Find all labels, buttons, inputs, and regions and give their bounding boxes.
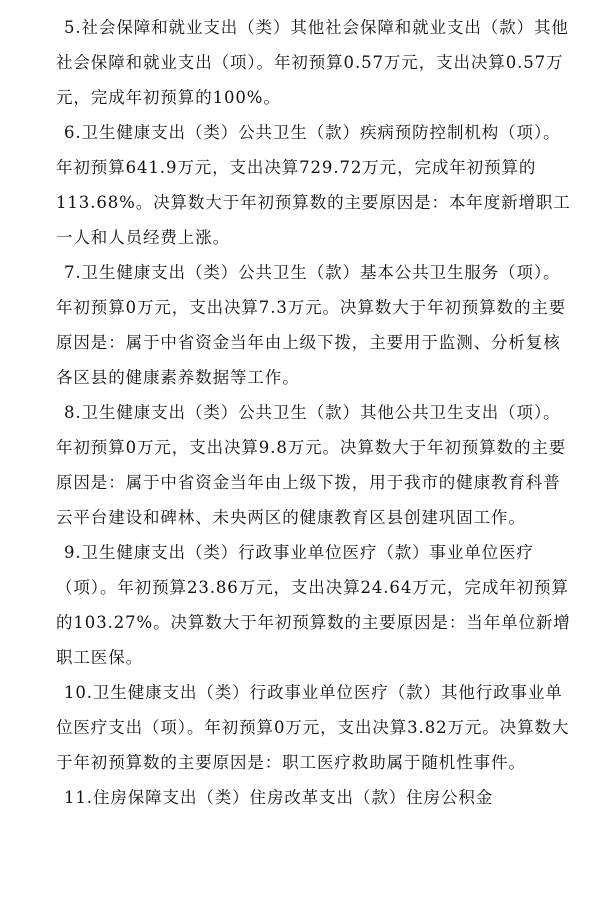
paragraph-9: 9.卫生健康支出（类）行政事业单位医疗（款）事业单位医疗（项）。年初预算23.86万元，支出决算24.64万元，完成年初预算的103.27%。决算数大于年初预算数的主要原因是：当年单位新增职工医保。 xyxy=(56,543,571,667)
paragraph-7: 7.卫生健康支出（类）公共卫生（款）基本公共卫生服务（项）。年初预算0万元，支出决算7.3万元。决算数大于年初预算数的主要原因是：属于中省资金当年由上级下拨，主要用于监测、分析复核各区县的健康素养数据等工作。 xyxy=(56,263,567,387)
paragraph-10: 10.卫生健康支出（类）行政事业单位医疗（款）其他行政事业单位医疗支出（项）。年初预算0万元，支出决算3.82万元。决算数大于年初预算数的主要原因是：职工医疗救助属于随机性事件。 xyxy=(56,683,570,772)
paragraph-8: 8.卫生健康支出（类）公共卫生（款）其他公共卫生支出（项）。年初预算0万元，支出决算9.8万元。决算数大于年初预算数的主要原因是：属于中省资金当年由上级下拨，用于我市的健康教育科普云平台建设和碑林、未央两区的健康教育区县创建巩固工作。 xyxy=(56,403,567,527)
paragraph-5: 5.社会保障和就业支出（类）其他社会保障和就业支出（款）其他社会保障和就业支出（项）。年初预算0.57万元，支出决算0.57万元，完成年初预算的100%。 xyxy=(56,18,569,107)
paragraph-11: 11.住房保障支出（类）住房改革支出（款）住房公积金 xyxy=(64,788,494,807)
paragraph-6: 6.卫生健康支出（类）公共卫生（款）疾病预防控制机构（项）。年初预算641.9万元，支出决算729.72万元，完成年初预算的113.68%。决算数大于年初预算数的主要原因是：本年度新增职工一人和人员经费上涨。 xyxy=(56,123,571,247)
